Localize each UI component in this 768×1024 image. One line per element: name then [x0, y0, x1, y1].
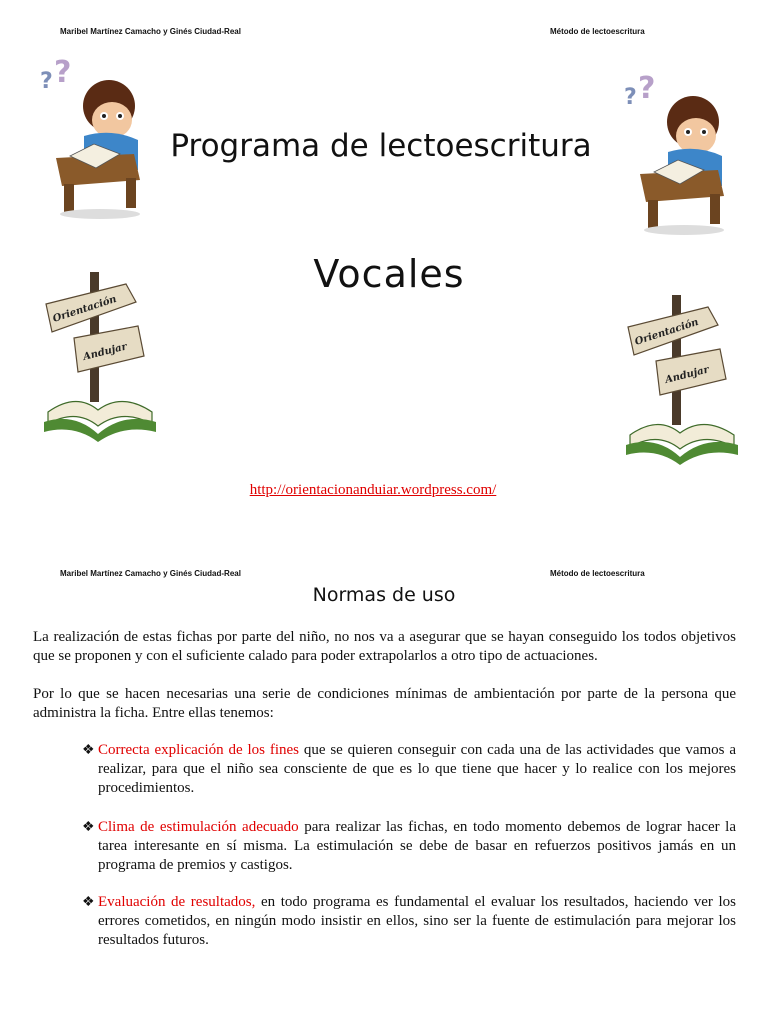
bullet-highlight: Clima de estimulación adecuado	[98, 819, 299, 835]
sign-text-bottom-right: Andujar	[664, 364, 711, 386]
bullet-highlight: Correcta explicación de los fines	[98, 742, 299, 758]
bullet-item	[82, 893, 736, 950]
program-title: Programa de lectoescritura	[170, 128, 592, 164]
signpost-book-logo-right	[622, 285, 742, 467]
sign-text-top: Orientación	[51, 293, 119, 325]
paragraph-2: Por lo que se hacen necesarias una serie de condiciones mínimas de ambientación por parte de la persona que administra la ficha. Entre ellas tenemos:	[33, 686, 736, 721]
svg-text:?: ?	[54, 58, 72, 90]
header-authors-2: Maribel Martínez Camacho y Ginés Ciudad-Real	[60, 569, 241, 578]
diamond-bullet-icon: ❖	[82, 743, 95, 758]
bullet-item	[82, 741, 736, 798]
sign-text-bottom: Andujar	[82, 341, 129, 363]
rules-heading: Normas de uso	[312, 584, 456, 606]
header-doc-title: Método de lectoescritura	[550, 27, 645, 36]
bullet-highlight: Evaluación de resultados,	[98, 894, 256, 910]
bullet-text: que se quieren conseguir con cada una de las actividades que vamos a realizar, para que el niño sea consciente de que es lo que tiene que hacer y lo realice con los mejores procedimientos.	[98, 742, 736, 796]
paragraph-1: La realización de estas fichas por parte del niño, no nos va a asegurar que se hayan conseguido los todos objetivos que se proponen y con el suficiente calado para poder extrapolarlos a otro tipo de actuaciones.	[33, 629, 736, 664]
diamond-bullet-icon: ❖	[82, 895, 95, 910]
bullet-text: para realizar las fichas, en todo momento debemos de lograr hacer la tarea interesante en sí misma. La estimulación se debe de basar en refuerzos positivos jamás en un programa de premios y castigos.	[98, 819, 736, 873]
header-authors: Maribel Martínez Camacho y Ginés Ciudad-Real	[60, 27, 241, 36]
sign-text-top-right: Orientación	[633, 316, 701, 348]
bullet-item	[82, 818, 736, 875]
svg-text:?: ?	[638, 74, 656, 106]
vowels-title: Vocales	[313, 252, 465, 296]
bullet-text: en todo programa es fundamental el evaluar los resultados, haciendo ver los errores cometidos, en ningún modo insistir en ellos, sino ser la fuente de estimulación para mejorar los resultados futuros.	[98, 894, 736, 948]
header-doc-title-2: Método de lectoescritura	[550, 569, 645, 578]
blog-link[interactable]: http://orientacionanduiar.wordpress.com/	[249, 482, 497, 498]
svg-text:?: ?	[40, 69, 53, 94]
rules-page	[0, 540, 768, 1024]
diamond-bullet-icon: ❖	[82, 820, 95, 835]
signpost-book-logo-left	[40, 262, 160, 444]
svg-text:?: ?	[624, 85, 637, 110]
